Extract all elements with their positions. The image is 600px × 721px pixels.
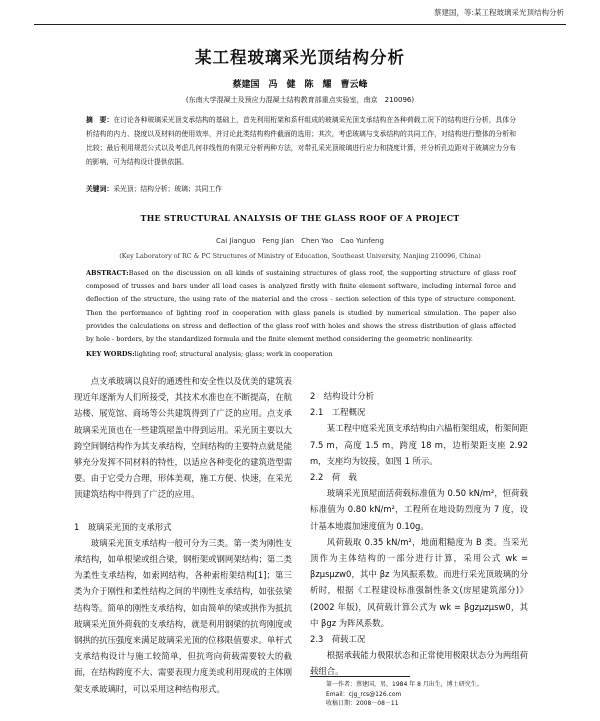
- affiliation-cn: (东南大学混凝土及预应力混凝土结构教育部重点实验室，南京 210096): [185, 96, 415, 104]
- page-title: 某工程玻璃采光顶结构分析: [195, 48, 405, 67]
- authors-en: Cai Jianguo Feng Jian Chen Yao Cao Yunfeng: [216, 237, 384, 245]
- left-column: [74, 373, 292, 697]
- authors-cn: 蔡建国 冯 健 陈 耀 曹云峰: [232, 80, 368, 90]
- right-column: [310, 388, 528, 680]
- abstract-cn-label: 摘 要：: [86, 116, 114, 124]
- section-2-3-paragraph: 根据承载能力极限状态和正常使用极限状态分为两组荷载组合。: [310, 650, 528, 677]
- abstract-en: [86, 267, 516, 346]
- footnote-rule: [310, 676, 410, 677]
- section-2-heading: 2 结构设计分析: [310, 391, 374, 401]
- footnote-email: Email：cjg_rcs@126.com: [326, 690, 402, 698]
- section-2-2-heading: 2.2 荷 载: [310, 472, 357, 483]
- intro-paragraph: 点支承玻璃以良好的通透性和安全性以及优美的建筑表现近年逐渐为人们所接受，其技术水准也在不断提高，在航站楼、展览馆、商场等公共建筑得到了广泛的应用。点支承玻璃采光顶也在一些建筑屋盖中得到运用。采光顶主要以大跨空间钢结构作为其支承结构，空间结构的主要特点就是能够充分发挥不同材料的特性，以适应各种变化的建筑造型需要。由于它受力合理，形体美观，施工方便、快速，在采光顶建筑结构中得到了广泛的应用。: [74, 376, 292, 500]
- keywords-en-label: KEY WORDS:: [86, 350, 135, 358]
- section-2-1-heading: 2.1 工程概况: [310, 407, 366, 418]
- keywords-en-text: lighting roof; structural analysis; glass; work in cooperation: [134, 350, 333, 358]
- section-2-2-paragraph-1: 玻璃采光顶屋面活荷载标准值为 0.50 kN/m²，恒荷载标准值为 0.80 kN/m²，工程所在地设防烈度为 7 度，设计基本地震加速度值为 0.10g。: [310, 488, 528, 531]
- abstract-en-label: ABSTRACT:: [86, 269, 129, 277]
- abstract-en-text: Based on the discussion on all kinds of sustaining structures of glass roof, the supporting structure of glass roof composed of trusses and bars under all load cases is analyzed firstly with finite element software, including internal force and deflection of the structure, the using rate of the material and the cross - section selection of this type of structure component. Then the performance of lighting roof in cooperation with glass panels is studied by numerical simulation. The paper also provides the calculations on stress and deflection of the glass roof with holes and shows the stress distribution of glass affected by hole - borders, by the standardized formula and the finite element method considering the geometric nonlinearity.: [86, 269, 516, 344]
- keywords-cn-label: 关键词：: [86, 185, 114, 193]
- section-1-paragraph: 玻璃采光顶支承结构一般可分为三类。第一类为刚性支承结构，如单根梁或组合梁，钢桁架或钢网架结构；第二类为柔性支承结构，如索网结构，各种索桁架结构[1]；第三类为介于刚性和柔性结构之间的半刚性支承结构，如张弦梁结构等。简单的刚性支承结构，如由简单的梁或拱作为抵抗玻璃采光顶外荷载的支承结构，就是利用钢梁的抗弯刚度或钢拱的抗压强度来满足玻璃采光顶的位移限值要求。单杆式支承结构设计与施工较简单，但抗弯向荷载需要较大的截面，在结构跨度不大、需要表现力度美或利用现成的主体刚架支承玻璃时，可以采用这种结构形式。: [74, 537, 292, 694]
- footnote-author: 第一作者：蔡建国，男，1984 年 8 月出生，博士研究生。: [326, 681, 483, 688]
- section-2-2-paragraph-2: 风荷载取 0.35 kN/m²，地面粗糙度为 B 类。当采光顶作为主体结构的一部分进行计算，采用公式 wk = βzμsμzw0，其中 βz 为风振系数。而进行采光顶玻璃的分析时，根据《工程建设标准强制性条文(房屋建筑部分)》(2002 年版)，风荷载计算公式为 wk = βgzμzμsw0，其中 βgz 为阵风系数。: [310, 536, 528, 628]
- footnote: [326, 680, 526, 709]
- keywords-cn-text: 采光顶；结构分析；玻璃；共同工作: [113, 185, 222, 193]
- footnote-received-date: 收稿日期：2008－08－11: [326, 700, 399, 708]
- abstract-cn-text: 在讨论各种玻璃采光顶支承结构的基础上，首先利用桁架和系杆组成的玻璃采光顶支承结构在各种荷载工况下的结构进行分析，具体分析结构的内力、挠度以及材料的使用效率，并讨论此类结构构件截面的选用；其次，考虑玻璃与支承结构的共同工作，对结构进行整体的分析和比较；最后利用规范公式以及考虑几何非线性的有限元分析两种方法，对带孔采光顶玻璃进行应力和挠度计算，并分析孔边距对于玻璃应力分布的影响，可为结构设计提供依据。: [86, 116, 517, 166]
- running-head: 蔡建国，等:某工程玻璃采光顶结构分析: [433, 8, 564, 17]
- keywords-cn: [86, 183, 516, 193]
- section-1-heading: 1 玻璃采光顶的支承形式: [74, 521, 172, 532]
- section-2-3-heading: 2.3 荷载工况: [310, 634, 366, 645]
- section-2-1-paragraph: 某工程中庭采光顶支承结构由六榀桁架组成，桁架间距 7.5 m，高度 1.5 m，跨度 18 m，边桁架距支座 2.92 m，支座均为铰接，如图 1 所示。: [310, 423, 528, 466]
- title-en: THE STRUCTURAL ANALYSIS OF THE GLASS ROOF OF A PROJECT: [140, 213, 460, 223]
- affiliation-en: (Key Laboratory of RC & PC Structures of Ministry of Education, Southeast University, Nanjing 210096, China): [119, 252, 481, 260]
- header-rule: [34, 24, 566, 25]
- abstract-cn: [86, 113, 516, 169]
- keywords-en: [86, 350, 516, 358]
